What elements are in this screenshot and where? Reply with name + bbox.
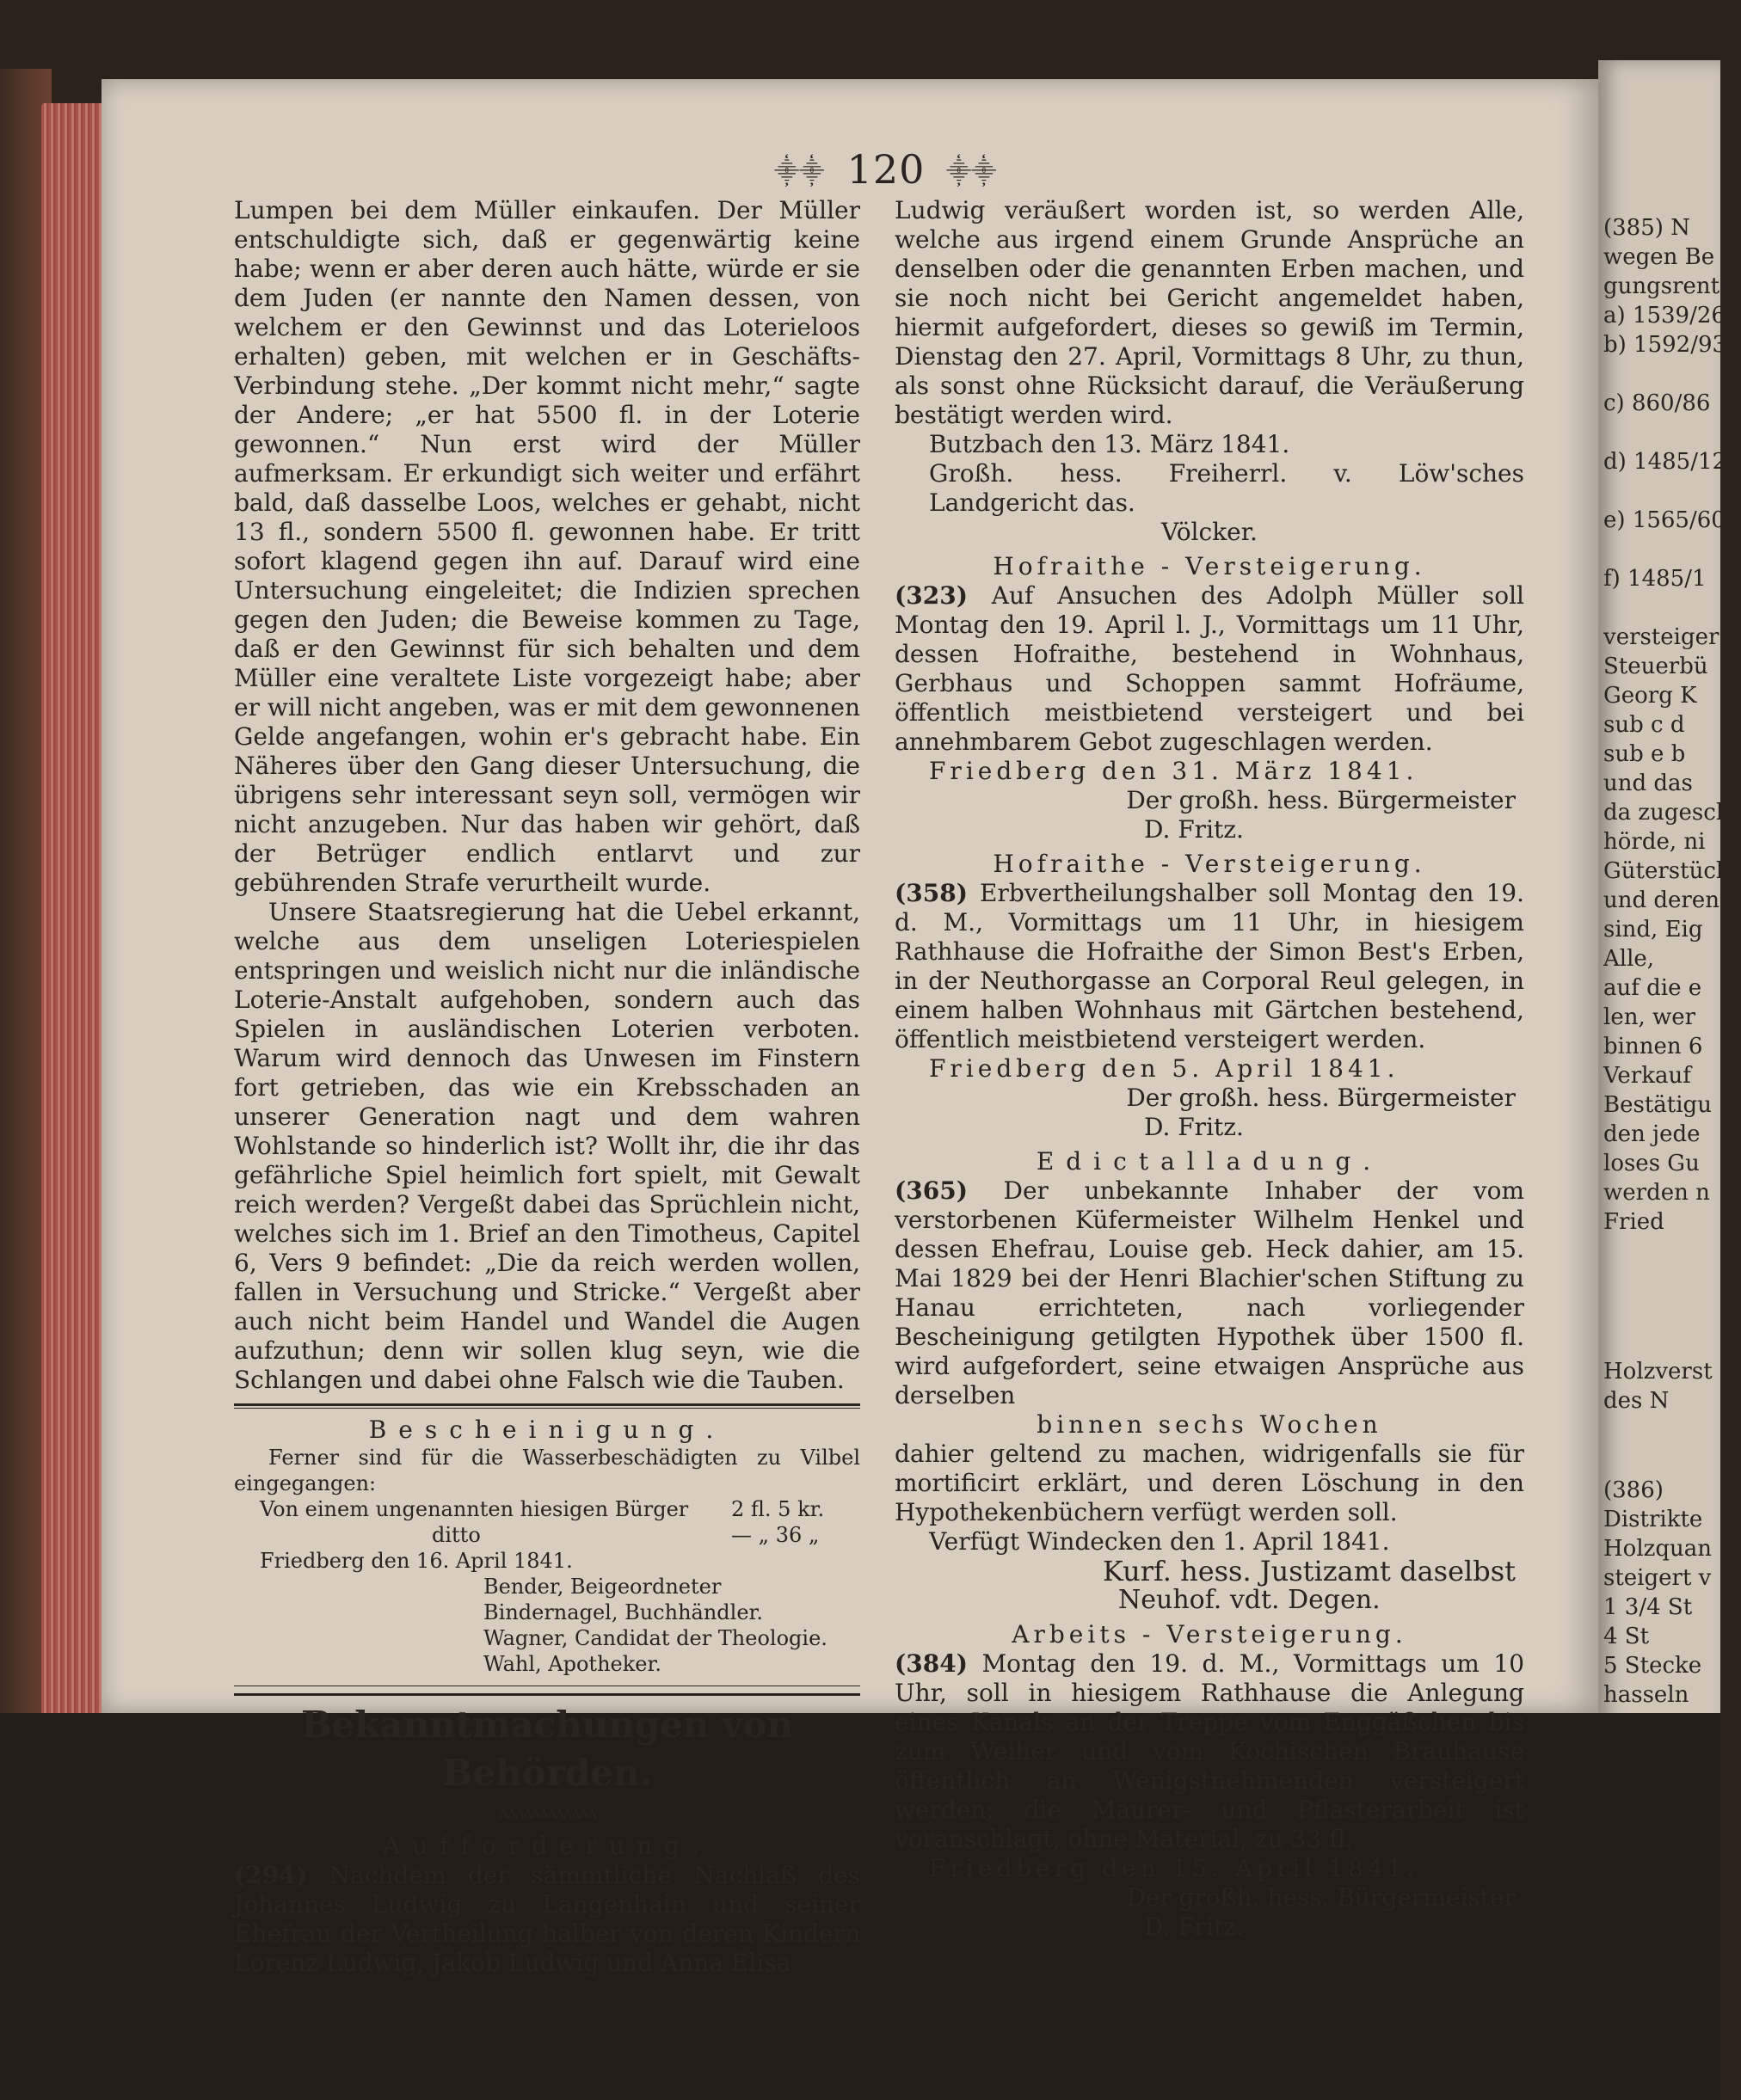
notice-text: Montag den 19. d. M., Vormittags um 10 Uhr, soll in hiesigem Rathhause die Anlegung eines Kanals an der Treppe vom Enggäßchen bis zum Weiher und vom Kochischen Brauhause öffentlich an Wenigstnehmenden versteigert werden; die Maurer- und Pflasterarbeit ist voranschlagt, ohne Material, zu 33 fl. bbox=[895, 1649, 1525, 1853]
next-page-line: 4 St bbox=[1603, 1624, 1650, 1649]
next-page-line: werden n bbox=[1603, 1180, 1710, 1206]
red-page-edges bbox=[41, 103, 110, 1737]
donation-label: Von einem ungenannten hiesigen Bürger bbox=[260, 1497, 689, 1521]
next-page-line: Steuerbü bbox=[1603, 654, 1708, 679]
notice-365-text2: dahier geltend zu machen, widrigenfalls sie für mortificirt erklärt, und deren Löschung in den Hypothekenbüchern verfügt werden soll. bbox=[895, 1440, 1524, 1526]
divider bbox=[234, 1693, 860, 1696]
right-column bbox=[895, 196, 1524, 1942]
notice-number: (384) bbox=[895, 1649, 968, 1678]
next-page-line: len, wer bbox=[1603, 1004, 1696, 1030]
notice-365-signer: Neuhof. vdt. Degen. bbox=[1118, 1585, 1381, 1615]
donation-amount: 2 fl. 5 kr. bbox=[731, 1497, 825, 1521]
next-page-line: c) 860/86 bbox=[1603, 390, 1711, 416]
notice-323-date: Friedberg den 31. März 1841. bbox=[929, 757, 1418, 785]
next-page-line: (386) bbox=[1603, 1477, 1664, 1503]
next-page-line: und deren bbox=[1603, 887, 1719, 913]
notice-365-emphasis: binnen sechs Wochen bbox=[1037, 1410, 1382, 1439]
notice-text: Der unbekannte Inhaber der vom verstorbenen Küfermeister Wilhelm Henkel und dessen Ehefrau, Louise geb. Heck dahier, am 15. Mai 1829 bei der Henri Blachier'schen Stiftung zu Hanau errichteten, nach vorliegender Bescheinigung getilgten Hypothek über 1500 fl. wird aufgefordert, seine etwaigen Ansprüche aus derselben bbox=[895, 1176, 1524, 1409]
notice-384-signer: D. Fritz. bbox=[1144, 1913, 1244, 1941]
next-page-line: den jede bbox=[1603, 1121, 1701, 1147]
signer: Wagner, Candidat der Theologie. bbox=[483, 1626, 827, 1650]
notice-358-body bbox=[895, 879, 1524, 1054]
notice-358-title: Hofraithe - Versteigerung. bbox=[993, 850, 1426, 878]
notice-365-title: Edictalladung. bbox=[1036, 1147, 1383, 1176]
next-page-line: 1 3/4 St bbox=[1603, 1594, 1693, 1620]
notice-358-office: Der großh. hess. Bürgermeister bbox=[1126, 1084, 1516, 1112]
next-page-line: sub c d bbox=[1603, 712, 1685, 738]
notice-text: Erbvertheilungshalber soll Montag den 19. d. M., Vormittags um 11 Uhr, in hiesigem Rathhause die Hofraithe der Simon Best's Erben, in der Neuthorgasse an Corporal Reul gelegen, in einem halben Wohnhaus mit Gärtchen bestehend, öffentlich meistbietend versteigert werden. bbox=[895, 879, 1524, 1053]
next-page-line: und das bbox=[1603, 771, 1693, 796]
next-page-line: e) 1565/60 bbox=[1603, 507, 1726, 533]
signer: Bender, Beigeordneter bbox=[483, 1575, 722, 1599]
left-column bbox=[234, 196, 860, 1978]
notice-323-signer: D. Fritz. bbox=[1144, 815, 1244, 844]
notice-365-date: Verfügt Windecken den 1. April 1841. bbox=[929, 1527, 1390, 1556]
divider-thin bbox=[234, 1408, 860, 1409]
notice-384-title: Arbeits - Versteigerung. bbox=[1012, 1620, 1407, 1649]
next-page-line: Bestätigu bbox=[1603, 1092, 1712, 1118]
aufforderung-body bbox=[234, 1861, 860, 1978]
signer: Wahl, Apotheker. bbox=[483, 1652, 661, 1676]
aufforderung-date: Butzbach den 13. März 1841. bbox=[929, 430, 1290, 458]
aufforderung-title: Aufforderung. bbox=[383, 1832, 711, 1860]
notice-358-signer: D. Fritz. bbox=[1144, 1113, 1244, 1141]
notice-number: (358) bbox=[895, 879, 968, 907]
donation-amount: — „ 36 „ bbox=[731, 1523, 820, 1547]
next-page-line: sind, Eig bbox=[1603, 917, 1703, 943]
section-title: Bekanntmachungen von Behörden. bbox=[300, 1704, 794, 1794]
bescheinigung-intro: Ferner sind für die Wasserbeschädigten zu Vilbel eingegangen: bbox=[234, 1446, 860, 1495]
notice-text: Auf Ansuchen des Adolph Müller soll Montag den 19. April l. J., Vormittags um 11 Uhr, dessen Hofraithe, bestehend in Wohnhaus, Gerbhaus und Schoppen sammt Hofräume, öffentlich meistbietend versteigert und bei annehmbarem Gebot zugeschlagen werden. bbox=[895, 581, 1524, 756]
notice-323-title: Hofraithe - Versteigerung. bbox=[993, 552, 1426, 580]
next-page-line: Georg K bbox=[1603, 683, 1697, 709]
bescheinigung-block bbox=[234, 1445, 860, 1677]
notice-number: (323) bbox=[895, 581, 968, 610]
next-page-line: sub e b bbox=[1603, 741, 1686, 767]
next-page-line: hasseln bbox=[1603, 1682, 1689, 1708]
notice-number: (294) bbox=[234, 1861, 307, 1889]
notice-384-office: Der großh. hess. Bürgermeister bbox=[1126, 1883, 1516, 1912]
bescheinigung-title: Bescheinigung. bbox=[368, 1415, 726, 1444]
next-page-fragment bbox=[1598, 60, 1741, 1780]
next-page-line: versteiger bbox=[1603, 624, 1719, 650]
next-page-line: binnen 6 bbox=[1603, 1034, 1703, 1059]
page-number: 120 bbox=[846, 146, 926, 193]
donation-row bbox=[234, 1496, 860, 1522]
next-page-line: steigert v bbox=[1603, 1565, 1712, 1591]
next-page-line: hörde, ni bbox=[1603, 829, 1706, 855]
signer: Bindernagel, Buchhändler. bbox=[483, 1600, 763, 1624]
next-page-line: loses Gu bbox=[1603, 1151, 1700, 1176]
next-page-line: da zugesch bbox=[1603, 800, 1731, 826]
notice-365-office: Kurf. hess. Justizamt daselbst bbox=[1102, 1555, 1516, 1587]
next-page-line: (385) N bbox=[1603, 215, 1690, 241]
section-ornament: ʌʌʌʌʌʌʌʌʌʌʌʌ bbox=[499, 1802, 595, 1822]
aufforderung-continuation: Ludwig veräußert worden ist, so werden Alle, welche aus irgend einem Grunde Ansprüche an denselben oder die genannten Erben machen, und sie noch nicht bei Gericht angemeldet haben, hiermit aufgefordert, dieses so gewiß im Termin, Dienstag den 27. April, Vormittags 8 Uhr, zu thun, als sonst ohne Rücksicht darauf, die Veräußerung bestätigt werden wird. bbox=[895, 196, 1524, 429]
next-page-line: wegen Be bbox=[1603, 244, 1715, 270]
donation-label: ditto bbox=[432, 1523, 481, 1547]
aufforderung-signer: Völcker. bbox=[1161, 518, 1258, 546]
next-page-line: Holzverst bbox=[1603, 1359, 1713, 1385]
next-page-line: des N bbox=[1603, 1388, 1670, 1414]
next-page-line: 5 Stecke bbox=[1603, 1653, 1702, 1679]
notice-365-body bbox=[895, 1176, 1524, 1410]
next-page-line: auf die e bbox=[1603, 975, 1702, 1001]
notice-358-date: Friedberg den 5. April 1841. bbox=[929, 1054, 1400, 1083]
story-paragraph-1: Lumpen bei dem Müller einkaufen. Der Müller entschuldigte sich, daß er gegenwärtig keine habe; wenn er aber deren auch hätte, würde er sie dem Juden (er nannte den Namen dessen, von welchem er den Gewinnst und das Loterieloos erhalten) geben, mit welchen er in Geschäfts-Verbindung stehe. „Der kommt nicht mehr,“ sagte der Andere; „er hat 5500 fl. in der Loterie gewonnen.“ Nun erst wird der Müller aufmerksam. Er erkundigt sich weiter und erfährt bald, daß dasselbe Loos, welches er gehabt, nicht 13 fl., sondern 5500 fl. gewonnen habe. Er tritt sofort klagend gegen ihn auf. Darauf wird eine Untersuchung eingeleitet; die Indizien sprechen gegen den Juden; die Beweise kommen zu Tage, daß er den Gewinnst für sich behalten und dem Müller eine veraltete Liste vorgezeigt habe; aber er will nicht angeben, was er mit dem gewonnenen Gelde angefangen, wohin er's gebracht habe. Ein Näheres über den Gang dieser Untersuchung, die übrigens sehr interessant seyn soll, vermögen wir nicht anzugeben. Nur das haben wir gehört, daß der Betrüger endlich entlarvt und zur gebührenden Strafe verurtheilt wurde. bbox=[234, 196, 860, 897]
next-page-line: d) 1485/126 bbox=[1603, 449, 1741, 475]
divider bbox=[234, 1403, 860, 1406]
header-ornament-right: ⸎⸎ bbox=[946, 157, 997, 186]
next-page-line: Alle, bbox=[1603, 946, 1655, 972]
story-paragraph-2: Unsere Staatsregierung hat die Uebel erkannt, welche aus dem unseligen Loteriespielen entspringen und weislich nicht nur die inländische Loterie-Anstalt aufgehoben, sondern auch das Spielen in ausländischen Loterien verboten. Warum wird dennoch das Unwesen im Finstern fort getrieben, das wie ein Krebsschaden an unserer Generation nagt und dem wahren Wohlstande so hinderlich ist? Wollt ihr, die ihr das gefährliche Spiel heimlich fort spielt, mit Gewalt reich werden? Vergeßt dabei das Sprüchlein nicht, welches sich im 1. Brief an den Timotheus, Capitel 6, Vers 9 befindet: „Die da reich werden wollen, fallen in Versuchung und Stricke.“ Vergeßt aber auch nicht beim Handel und Wandel die Augen aufzuthun; denn wir sollen klug seyn, wie die Schlangen und dabei ohne Falsch wie die Tauben. bbox=[234, 898, 860, 1394]
next-page-line: gungsrente bbox=[1603, 273, 1733, 299]
aufforderung-court: Großh. hess. Freiherrl. v. Löw'sches Landgericht das. bbox=[929, 459, 1524, 517]
notice-text: Nachdem der sämmtliche Nachlaß des Johannes Ludwig zu Langenhain und seiner Ehefrau der Vertheilung halber von deren Kindern Lorenz Ludwig, Jakob Ludwig und Anna Elisa bbox=[234, 1861, 860, 1977]
notice-323-body bbox=[895, 581, 1524, 757]
bescheinigung-date: Friedberg den 16. April 1841. bbox=[260, 1549, 573, 1573]
notice-number: (365) bbox=[895, 1176, 968, 1205]
next-page-line: Verkauf bbox=[1603, 1063, 1691, 1089]
next-page-line: b) 1592/93 bbox=[1603, 332, 1727, 358]
notice-384-body bbox=[895, 1649, 1524, 1854]
next-page-line: f) 1485/1 bbox=[1603, 566, 1707, 592]
donation-row bbox=[234, 1522, 860, 1548]
next-page-line: Fried bbox=[1603, 1209, 1664, 1235]
next-page-line: a) 1539/26 bbox=[1603, 303, 1726, 329]
notice-323-office: Der großh. hess. Bürgermeister bbox=[1126, 786, 1516, 814]
next-page-line: Holzquan bbox=[1603, 1536, 1712, 1562]
notice-384-date: Friedberg den 15. April 1841. bbox=[929, 1854, 1419, 1882]
next-page-line: Distrikte bbox=[1603, 1507, 1703, 1532]
header-ornament-left: ⸎⸎ bbox=[774, 157, 825, 186]
next-page-line: Güterstück bbox=[1603, 858, 1730, 884]
